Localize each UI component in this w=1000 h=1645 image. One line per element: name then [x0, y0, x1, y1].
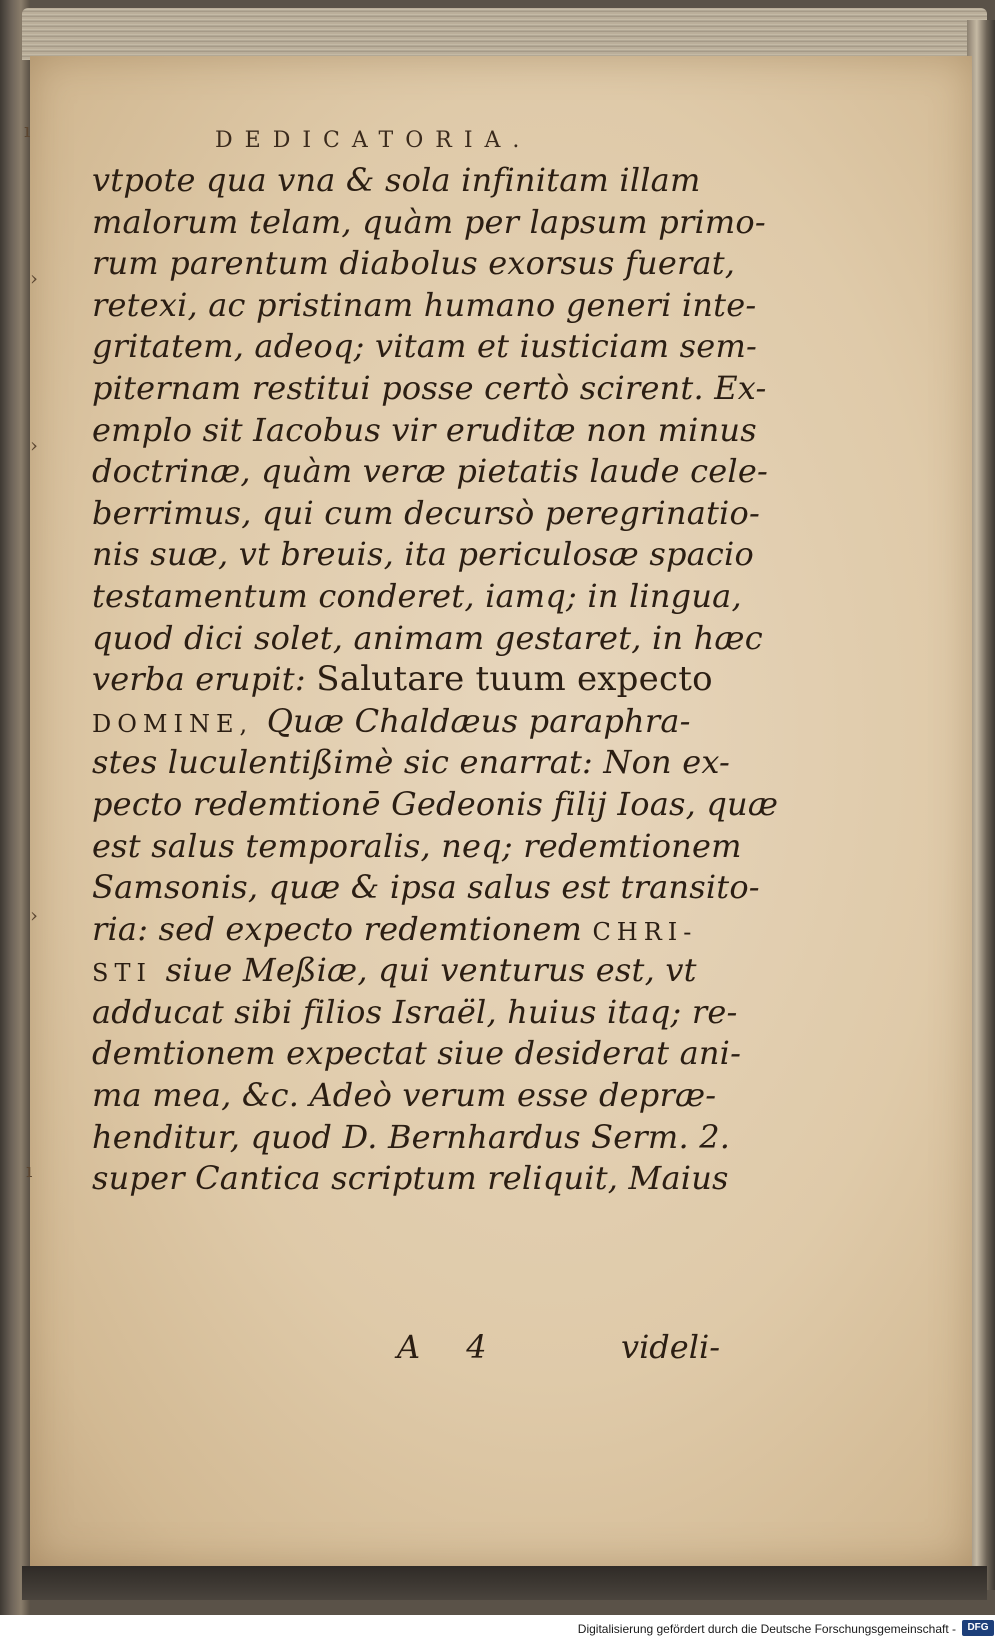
- text-line: [92, 576, 742, 618]
- text-line: [92, 1158, 732, 1200]
- text-segment: ma mea, &c. Adeò verum esse depræ-: [92, 1076, 717, 1115]
- text-segment: gritatem, adeoq; vitam et iusticiam sem-: [92, 327, 757, 366]
- text-line: [92, 1117, 732, 1159]
- text-line: [92, 493, 760, 535]
- text-segment: stes luculentißimè sic enarrat: Non ex-: [92, 743, 731, 782]
- text-segment: retexi, ac pristinam humano generi inte-: [92, 285, 757, 324]
- text-segment: emplo sit Iacobus vir eruditæ non minus: [92, 410, 757, 449]
- page-edge-bottom: [22, 1566, 987, 1600]
- text-line: [92, 950, 732, 992]
- text-segment: quod dici solet, animam gestaret, in hæc: [92, 618, 763, 657]
- text-line: [92, 285, 757, 327]
- text-line: [92, 451, 768, 493]
- text-segment: nis suæ, vt breuis, ita periculosæ spacio: [92, 535, 754, 574]
- text-line: [92, 909, 732, 951]
- text-line: [92, 867, 760, 909]
- text-segment: siue Meßiæ, qui venturus est, vt: [165, 951, 697, 990]
- text-line: [92, 1075, 732, 1117]
- text-segment: doctrinæ, quàm veræ pietatis laude cele-: [92, 452, 768, 491]
- text-line: [92, 410, 757, 452]
- book-spine: [0, 0, 33, 1615]
- text-segment: rum parentum diabolus exorsus fuerat,: [92, 244, 736, 283]
- text-segment: Salutare tuum expecto: [316, 659, 713, 700]
- text-segment: adducat sibi filios Israël, huius itaq; re-: [92, 992, 738, 1031]
- footer-bar: [0, 1615, 1000, 1645]
- text-line: [92, 992, 738, 1034]
- text-segment: Samsonis, quæ & ipsa salus est transito-: [92, 868, 760, 907]
- text-line: [92, 160, 732, 202]
- dfg-logo: DFG: [962, 1620, 994, 1636]
- text-line: [92, 659, 732, 701]
- text-segment: malorum telam, quàm per lapsum primo-: [92, 202, 766, 241]
- text-line: [92, 534, 754, 576]
- text-line: [92, 1033, 742, 1075]
- text-line: [92, 618, 763, 660]
- funding-credit: Digitalisierung gefördert durch die Deutsche Forschungsgemeinschaft -: [577, 1622, 956, 1636]
- text-line: [92, 368, 767, 410]
- text-line: [92, 701, 732, 743]
- text-segment: demtionem expectat siue desiderat ani-: [92, 1034, 742, 1073]
- text-segment: ria: sed expecto redemtionem: [92, 909, 593, 948]
- margin-mark: ı: [26, 1158, 33, 1182]
- text-segment: piternam restitui posse certò scirent. Ex-: [92, 368, 767, 407]
- text-segment: super Cantica scriptum reliquit, Maius: [92, 1159, 729, 1198]
- text-segment: berrimus, qui cum decursò peregrinatio-: [92, 493, 760, 532]
- text-segment: CHRI-: [592, 917, 698, 946]
- margin-mark: ›: [30, 903, 38, 927]
- text-segment: DOMINE,: [92, 709, 267, 738]
- catchline: [92, 1328, 732, 1368]
- signature-mark: A 4: [397, 1328, 505, 1366]
- margin-mark: ›: [30, 266, 38, 290]
- text-line: [92, 742, 732, 784]
- text-segment: testamentum conderet, iamq; in lingua,: [92, 576, 742, 615]
- text-line: [92, 243, 736, 285]
- text-line: [92, 826, 742, 868]
- text-line: [92, 202, 766, 244]
- margin-mark: ›: [30, 433, 38, 457]
- body-text: [92, 160, 779, 1200]
- text-segment: Quæ Chaldæus paraphra-: [266, 701, 691, 740]
- text-segment: pecto redemtionē Gedeonis filij Ioas, quæ: [92, 784, 779, 823]
- catchword: videli-: [620, 1328, 720, 1366]
- running-head: DEDICATORIA.: [215, 128, 532, 153]
- page-edges-top: [22, 8, 987, 60]
- text-segment: vtpote qua vna & sola infinitam illam: [92, 161, 701, 199]
- text-segment: STI: [92, 959, 166, 988]
- text-segment: verba erupit:: [92, 660, 317, 699]
- text-line: [92, 784, 779, 826]
- text-segment: est salus temporalis, neq; redemtionem: [92, 826, 742, 865]
- text-line: [92, 326, 757, 368]
- text-segment: henditur, quod D. Bernhardus Serm. 2.: [92, 1117, 731, 1156]
- margin-mark: ı: [24, 118, 31, 142]
